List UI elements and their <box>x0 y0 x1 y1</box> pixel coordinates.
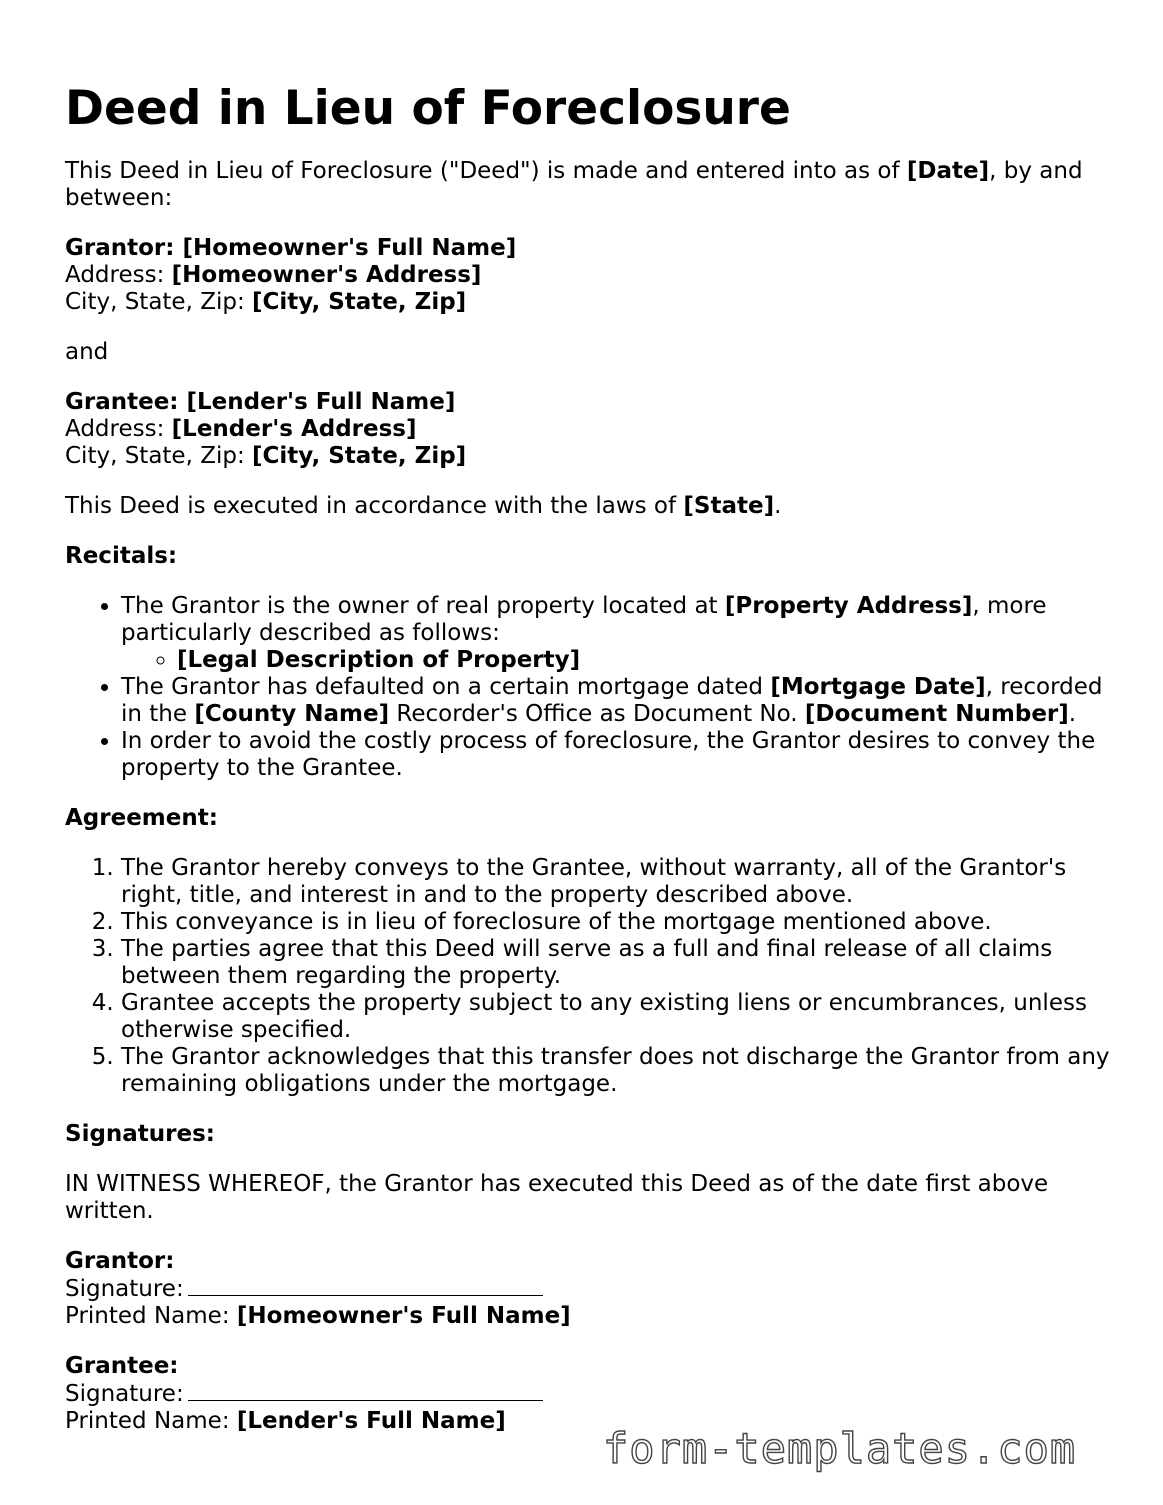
grantor-city-placeholder: [City, State, Zip] <box>252 289 467 315</box>
watermark: form-templates.com <box>603 1424 1077 1473</box>
recitals-heading-text: Recitals: <box>65 543 178 569</box>
laws-text: This Deed is executed in accordance with the laws of <box>65 493 684 519</box>
grantee-signature-label: Grantee: <box>65 1353 179 1379</box>
agreement-heading-text: Agreement: <box>65 805 218 831</box>
recital-item: • In order to avoid the costly process of foreclosure, the Grantor desires to convey the property to the Grantee. <box>121 728 1115 782</box>
property-address-placeholder: [Property Address] <box>724 593 973 619</box>
grantor-printed-name-line <box>65 1303 1115 1330</box>
agreement-list <box>65 855 1115 1098</box>
grantor-city-line <box>65 289 1115 316</box>
intro-text: This Deed in Lieu of Foreclosure ("Deed") is made and entered into as of <box>65 158 907 184</box>
signatures-heading-text: Signatures: <box>65 1121 216 1147</box>
recital-text: . <box>1068 701 1077 727</box>
recital-item <box>121 674 1115 728</box>
grantee-label: Grantee: [Lender's Full Name] <box>65 389 456 415</box>
grantee-party-block <box>65 389 1115 470</box>
laws-text-end: . <box>774 493 782 519</box>
document <box>65 80 1115 1458</box>
legal-description-placeholder: [Legal Description of Property] <box>177 647 581 673</box>
agreement-item: 4. Grantee accepts the property subject to any existing liens or encumbrances, unless otherwise specified. <box>121 990 1115 1044</box>
grantor-signature-line <box>65 1275 1115 1303</box>
grantor-label: Grantor: [Homeowner's Full Name] <box>65 235 517 261</box>
county-placeholder: [County Name] <box>194 701 390 727</box>
recitals-list <box>65 593 1115 782</box>
grantee-address-line <box>65 416 1115 443</box>
signatures-heading <box>65 1121 1115 1148</box>
agreement-item: 1. The Grantor hereby conveys to the Grantee, without warranty, all of the Grantor's right, title, and interest in and to the property described above. <box>121 855 1115 909</box>
document-number-placeholder: [Document Number] <box>804 701 1069 727</box>
recital-text: , recorded in the <box>121 674 1103 727</box>
grantor-party-block <box>65 235 1115 316</box>
city-label: City, State, Zip: <box>65 289 253 315</box>
city-label: City, State, Zip: <box>65 443 253 469</box>
document-title: Deed in Lieu of Foreclosure <box>65 81 791 136</box>
address-label: Address: <box>65 416 172 442</box>
grantor-signature-block <box>65 1248 1115 1330</box>
recital-text: The Grantor has defaulted on a certain mortgage dated <box>121 674 771 700</box>
recital-sublist <box>121 647 1115 674</box>
governing-law-paragraph <box>65 493 1115 520</box>
grantee-signature-block <box>65 1353 1115 1435</box>
recital-text: , more particularly described as follows: <box>121 593 1047 646</box>
signature-label: Signature: <box>65 1381 184 1407</box>
intro-paragraph <box>65 158 1115 212</box>
grantee-city-placeholder: [City, State, Zip] <box>252 443 467 469</box>
intro-text-end: , by and between: <box>65 158 1083 211</box>
date-placeholder: [Date] <box>906 158 990 184</box>
grantee-address-placeholder: [Lender's Address] <box>171 416 417 442</box>
and-text: and <box>65 339 109 365</box>
grantor-printed-name-placeholder: [Homeowner's Full Name] <box>236 1303 571 1329</box>
recital-item <box>121 593 1115 674</box>
grantor-signature-label: Grantor: <box>65 1248 175 1274</box>
state-placeholder: [State] <box>683 493 775 519</box>
agreement-heading <box>65 805 1115 832</box>
grantor-address-placeholder: [Homeowner's Address] <box>171 262 482 288</box>
recitals-heading <box>65 543 1115 570</box>
recital-text: Recorder's Office as Document No. <box>389 701 805 727</box>
agreement-item: 2. This conveyance is in lieu of foreclosure of the mortgage mentioned above. <box>121 909 1115 936</box>
signature-field[interactable] <box>188 1380 543 1401</box>
printed-name-label: Printed Name: <box>65 1408 237 1434</box>
recital-subitem <box>177 647 1115 674</box>
grantor-address-line <box>65 262 1115 289</box>
signature-label: Signature: <box>65 1276 184 1302</box>
recital-text: The Grantor is the owner of real property located at <box>121 593 725 619</box>
grantee-city-line <box>65 443 1115 470</box>
grantee-signature-line <box>65 1380 1115 1408</box>
agreement-item: 3. The parties agree that this Deed will serve as a full and final release of all claims between them regarding the property. <box>121 936 1115 990</box>
address-label: Address: <box>65 262 172 288</box>
agreement-item: 5. The Grantor acknowledges that this transfer does not discharge the Grantor from any remaining obligations under the mortgage. <box>121 1044 1115 1098</box>
grantee-printed-name-placeholder: [Lender's Full Name] <box>236 1408 506 1434</box>
witness-paragraph: IN WITNESS WHEREOF, the Grantor has executed this Deed as of the date first above written. <box>65 1171 1049 1224</box>
mortgage-date-placeholder: [Mortgage Date] <box>770 674 986 700</box>
signature-field[interactable] <box>188 1275 543 1296</box>
printed-name-label: Printed Name: <box>65 1303 237 1329</box>
